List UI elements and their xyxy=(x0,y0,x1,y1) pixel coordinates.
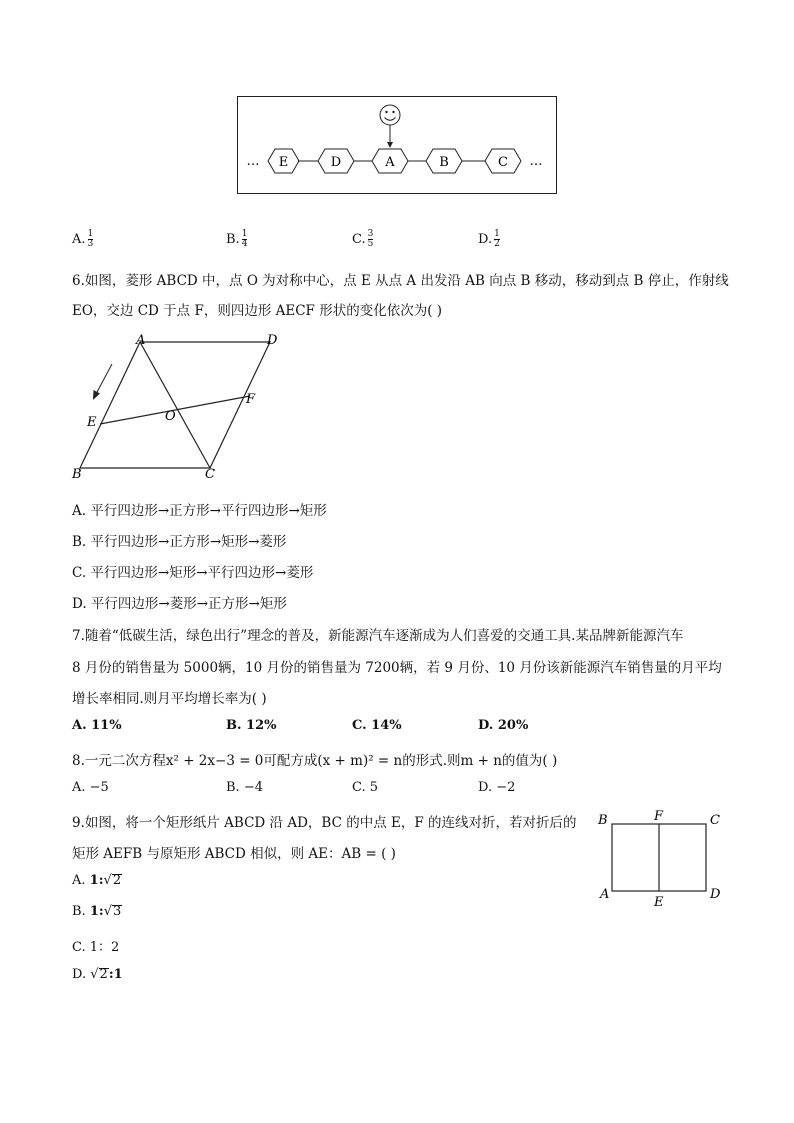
hexagon-E xyxy=(268,149,299,173)
hexagon-B xyxy=(426,149,462,173)
q6-option-a: A. 平行四边形→正方形→平行四边形→矩形 xyxy=(72,503,327,519)
down-arrow-icon xyxy=(387,125,393,148)
q7-option-a: A. 11% xyxy=(72,718,122,733)
q5-option-b: B. $\frac{1}{4}$ xyxy=(226,229,248,249)
q7-stem-line1: 7.随着“低碳生活，绿色出行”理念的普及，新能源汽车逐渐成为人们喜爱的交通工具.某品牌新能源汽车 xyxy=(72,628,684,644)
q6-option-c: C. 平行四边形→矩形→平行四边形→菱形 xyxy=(72,565,314,581)
q6-stem-line2: EO，交边 CD 于点 F，则四边形 AECF 形状的变化依次为( ) xyxy=(72,303,443,319)
q8-option-a: A. −5 xyxy=(72,780,109,795)
q8-option-b: B. −4 xyxy=(226,780,263,795)
hexagon-C xyxy=(485,149,521,173)
hexagon-D xyxy=(318,149,354,173)
q7-option-c: C. 14% xyxy=(352,718,402,733)
q7-stem-line2: 8 月份的销售量为 5000辆，10 月份的销售量为 7200辆，若 9 月份、10 月份该新能源汽车销售量的月平均 xyxy=(72,660,722,676)
ellipsis-left: … xyxy=(246,154,260,169)
q8-stem: 8.一元二次方程x² + 2x−3 = 0可配方成(x + m)² = n的形式.则m + n的值为( ) xyxy=(72,753,558,769)
svg-text:B: B xyxy=(439,155,449,170)
label-F: F xyxy=(246,392,256,407)
label-B: B xyxy=(72,467,82,480)
q8-option-d: D. −2 xyxy=(478,780,516,795)
svg-text:D: D xyxy=(330,155,342,170)
label-C: C xyxy=(710,813,720,828)
svg-text:C: C xyxy=(498,155,508,170)
label-F: F xyxy=(654,809,664,824)
label-O: O xyxy=(165,409,176,424)
q9-stem-line2: 矩形 AEFB 与原矩形 ABCD 相似，则 AE：AB = ( ) xyxy=(72,846,396,862)
label-C: C xyxy=(205,467,215,480)
rhombus-figure xyxy=(60,330,290,480)
label-A: A xyxy=(136,333,146,348)
hexagon-chain-figure xyxy=(237,96,557,194)
q6-option-d: D. 平行四边形→菱形→正方形→矩形 xyxy=(72,596,287,612)
label-E: E xyxy=(87,415,97,430)
label-B: B xyxy=(598,813,608,828)
hexagon-A xyxy=(372,149,408,173)
label-A: A xyxy=(600,887,610,902)
q9-option-c: C. 1：2 xyxy=(72,940,120,955)
svg-text:A: A xyxy=(385,155,395,170)
q7-stem-line3: 增长率相同.则月平均增长率为( ) xyxy=(72,691,267,707)
hexagon-chain-svg xyxy=(238,97,556,193)
smiley-face-icon xyxy=(380,105,400,125)
ellipsis-right: … xyxy=(529,154,543,169)
q8-option-c: C. 5 xyxy=(352,780,379,795)
q5-option-d: D. $\frac{1}{2}$ xyxy=(478,229,500,249)
q9-option-d: D. √2:1 xyxy=(72,967,123,982)
label-E: E xyxy=(654,895,664,910)
q7-option-b: B. 12% xyxy=(226,718,277,733)
q5-option-c: C. $\frac{3}{5}$ xyxy=(352,229,374,249)
q9-option-a: A. 1:√2 xyxy=(72,873,122,888)
q7-option-d: D. 20% xyxy=(478,718,529,733)
label-D: D xyxy=(267,333,278,348)
svg-text:E: E xyxy=(278,155,289,170)
q9-option-b: B. 1:√3 xyxy=(72,904,122,919)
rectangle-fold-figure xyxy=(594,808,724,910)
q9-stem-line1: 9.如图，将一个矩形纸片 ABCD 沿 AD，BC 的中点 E，F 的连线对折，若对折后的 xyxy=(72,815,577,831)
q5-option-a: A. $\frac{1}{3}$ xyxy=(72,229,94,249)
q6-stem-line1: 6.如图，菱形 ABCD 中，点 O 为对称中心，点 E 从点 A 出发沿 AB 向点 B 移动，移动到点 B 停止，作射线 xyxy=(72,273,729,289)
label-D: D xyxy=(710,887,721,902)
q6-option-b: B. 平行四边形→正方形→矩形→菱形 xyxy=(72,534,287,550)
